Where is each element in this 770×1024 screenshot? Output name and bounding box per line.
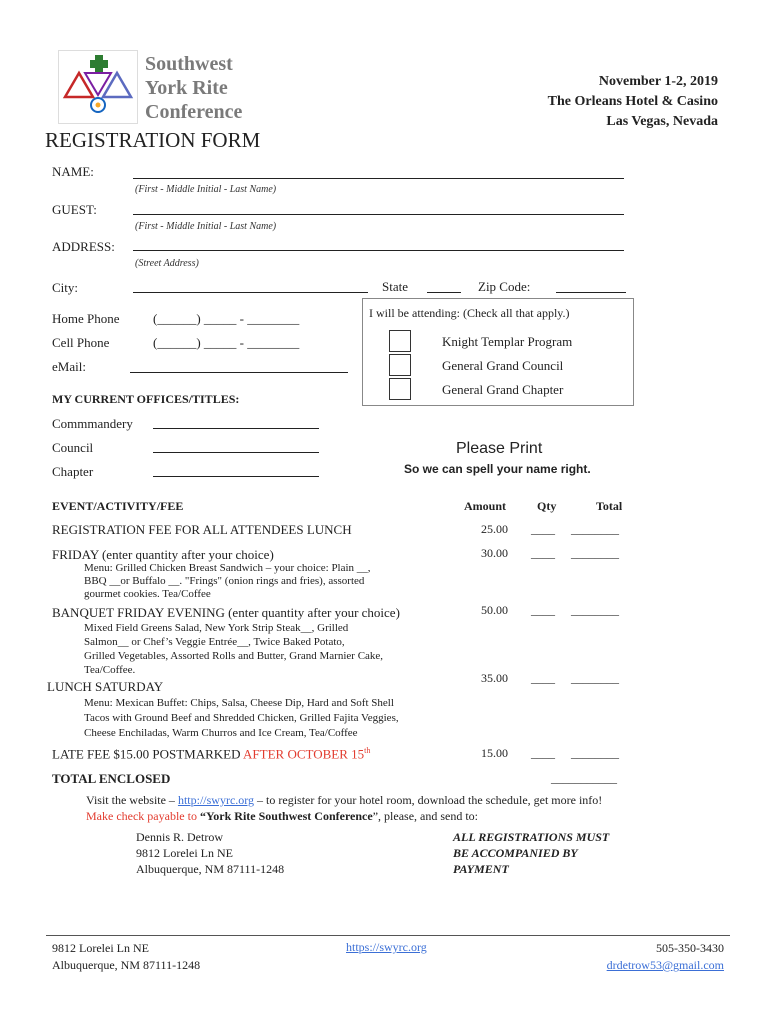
visit-post: – to register for your hotel room, download the schedule, get more info! <box>254 793 603 807</box>
visit-pre: Visit the website – <box>86 793 178 807</box>
guest-input[interactable] <box>133 198 624 215</box>
friday-total-input[interactable]: ________ <box>571 546 619 560</box>
saturday-menu-line: Tacos with Ground Beef and Shredded Chicken, Grilled Fajita Veggies, <box>84 712 399 724</box>
state-input[interactable] <box>427 276 461 293</box>
mail-to-address <box>136 829 284 877</box>
guest-hint: (First - Middle Initial - Last Name) <box>135 221 277 232</box>
address-hint: (Street Address) <box>135 258 199 269</box>
saturday-amount: 35.00 <box>481 671 508 685</box>
friday-menu-line: BBQ __or Buffalo __. "Frings" (onion rings and fries), assorted <box>84 575 365 587</box>
saturday-qty-input[interactable]: ____ <box>531 671 555 685</box>
event-venue: The Orleans Hotel & Casino <box>547 94 718 109</box>
banquet-menu-line: Salmon__ or Chef’s Veggie Entrée__, Twice Baked Potato, <box>84 636 345 648</box>
saturday-total-input[interactable]: ________ <box>571 671 619 685</box>
city-label: City: <box>52 280 79 295</box>
banquet-qty-input[interactable]: ____ <box>531 603 555 617</box>
name-hint: (First - Middle Initial - Last Name) <box>135 184 277 195</box>
friday-amount: 30.00 <box>481 546 508 560</box>
total-enclosed-label: TOTAL ENCLOSED <box>52 771 171 786</box>
friday-qty-input[interactable]: ____ <box>531 546 555 560</box>
footer-divider <box>46 935 730 936</box>
registration-qty-input[interactable]: ____ <box>531 522 555 536</box>
checkbox-general-grand-council[interactable] <box>389 354 411 376</box>
late-fee-label <box>52 746 370 762</box>
payment-notice-line: ALL REGISTRATIONS MUST <box>453 830 610 844</box>
option-general-grand-council: General Grand Council <box>442 358 564 373</box>
saturday-label: LUNCH SATURDAY <box>47 679 164 694</box>
banquet-menu-line: Grilled Vegetables, Assorted Rolls and Butter, Grand Marnier Cake, <box>84 650 384 662</box>
header-event: EVENT/ACTIVITY/FEE <box>52 499 184 513</box>
payable-red: Make check payable to <box>86 809 200 823</box>
email-label: eMail: <box>52 359 86 374</box>
mail-to-city: Albuquerque, NM 87111-1248 <box>136 862 285 876</box>
offices-title: MY CURRENT OFFICES/TITLES: <box>52 392 240 406</box>
late-fee-total-input[interactable]: ________ <box>571 746 619 760</box>
saturday-menu-line: Menu: Mexican Buffet: Chips, Salsa, Cheese Dip, Hard and Soft Shell <box>84 697 394 709</box>
header-amount: Amount <box>464 499 507 513</box>
friday-menu-line: gourmet cookies. Tea/Coffee <box>84 588 211 600</box>
banquet-menu <box>84 621 440 677</box>
banquet-amount: 50.00 <box>481 603 508 617</box>
website-link[interactable]: http://swyrc.org <box>177 793 255 807</box>
friday-menu <box>84 562 371 601</box>
banquet-menu-line: Tea/Coffee. <box>84 664 136 676</box>
name-label: NAME: <box>52 164 94 179</box>
please-print-subtitle: So we can spell your name right. <box>404 462 591 476</box>
logo <box>58 50 138 124</box>
cell-phone-input[interactable]: (______) _____ - ________ <box>153 335 300 350</box>
payable-text <box>86 809 478 824</box>
payment-notice-line: BE ACCOMPANIED BY <box>453 846 578 860</box>
name-input[interactable] <box>133 162 624 179</box>
payment-notice <box>453 829 609 877</box>
office-council-label: Council <box>52 440 94 455</box>
state-label: State <box>382 279 408 294</box>
org-name <box>145 52 242 124</box>
office-commandery-input[interactable] <box>153 412 319 429</box>
office-chapter-label: Chapter <box>52 464 94 479</box>
footer-city: Albuquerque, NM 87111-1248 <box>52 958 201 972</box>
footer-website-link[interactable]: https://swyrc.org <box>346 940 427 954</box>
home-phone-input[interactable]: (______) _____ - ________ <box>153 311 300 326</box>
york-rite-emblem-icon <box>59 51 137 123</box>
late-fee-deadline: AFTER OCTOBER 15 <box>243 746 365 762</box>
late-fee-amount: 15.00 <box>481 746 508 760</box>
total-enclosed-input[interactable]: ___________ <box>551 771 617 785</box>
event-info <box>548 72 718 132</box>
footer-address <box>52 940 200 974</box>
friday-menu-line: Menu: Grilled Chicken Breast Sandwich – your choice: Plain __, <box>84 562 371 574</box>
org-name-line-2: York Rite <box>145 77 228 99</box>
address-input[interactable] <box>133 234 624 251</box>
friday-label: FRIDAY (enter quantity after your choice) <box>52 547 274 562</box>
footer-street: 9812 Lorelei Ln NE <box>52 941 149 955</box>
city-input[interactable] <box>133 276 368 293</box>
mail-to-street: 9812 Lorelei Ln NE <box>136 846 233 860</box>
checkbox-general-grand-chapter[interactable] <box>389 378 411 400</box>
org-name-line-3: Conference <box>145 101 243 123</box>
header-total: Total <box>596 499 623 513</box>
footer-phone: 505-350-3430 <box>656 941 724 955</box>
footer-contact <box>607 940 724 974</box>
registration-fee-label: REGISTRATION FEE FOR ALL ATTENDEES LUNCH <box>52 522 352 537</box>
banquet-total-input[interactable]: ________ <box>571 603 619 617</box>
saturday-menu <box>84 696 399 741</box>
option-general-grand-chapter: General Grand Chapter <box>442 382 564 397</box>
please-print-title: Please Print <box>456 440 543 457</box>
office-council-input[interactable] <box>153 436 319 453</box>
payment-notice-line: PAYMENT <box>453 862 509 876</box>
zip-label: Zip Code: <box>478 279 531 294</box>
office-chapter-input[interactable] <box>153 460 319 477</box>
office-commandery-label: Commmandery <box>52 416 133 431</box>
late-fee-text: LATE FEE $15.00 POSTMARKED <box>52 746 244 762</box>
visit-website-text <box>86 793 602 808</box>
footer-email-link[interactable]: drdetrow53@gmail.com <box>606 958 724 972</box>
email-input[interactable] <box>130 356 348 373</box>
home-phone-label: Home Phone <box>52 311 120 326</box>
registration-total-input[interactable]: ________ <box>571 522 619 536</box>
checkbox-knight-templar[interactable] <box>389 330 411 352</box>
late-fee-deadline-suffix: th <box>364 746 371 755</box>
event-date: November 1-2, 2019 <box>598 74 718 89</box>
saturday-menu-line: Cheese Enchiladas, Warm Churros and Ice Cream, Tea/Coffee <box>84 727 358 739</box>
late-fee-qty-input[interactable]: ____ <box>531 746 555 760</box>
cell-phone-label: Cell Phone <box>52 335 110 350</box>
zip-input[interactable] <box>556 276 626 293</box>
org-name-line-1: Southwest <box>145 53 233 75</box>
event-city: Las Vegas, Nevada <box>606 114 718 129</box>
address-label: ADDRESS: <box>52 239 115 254</box>
payable-post: ”, please, and send to: <box>372 809 479 823</box>
form-title: REGISTRATION FORM <box>45 128 261 152</box>
banquet-label: BANQUET FRIDAY EVENING (enter quantity after your choice) <box>52 605 400 620</box>
banquet-menu-line: Mixed Field Greens Salad, New York Strip Steak__, Grilled <box>84 622 349 634</box>
guest-label: GUEST: <box>52 202 97 217</box>
registration-fee-amount: 25.00 <box>481 522 508 536</box>
header-qty: Qty <box>537 499 557 513</box>
mail-to-name: Dennis R. Detrow <box>136 830 223 844</box>
option-knight-templar: Knight Templar Program <box>442 334 573 349</box>
attending-title: I will be attending: (Check all that apply.) <box>369 306 570 320</box>
payable-bold: “York Rite Southwest Conference <box>199 809 373 823</box>
